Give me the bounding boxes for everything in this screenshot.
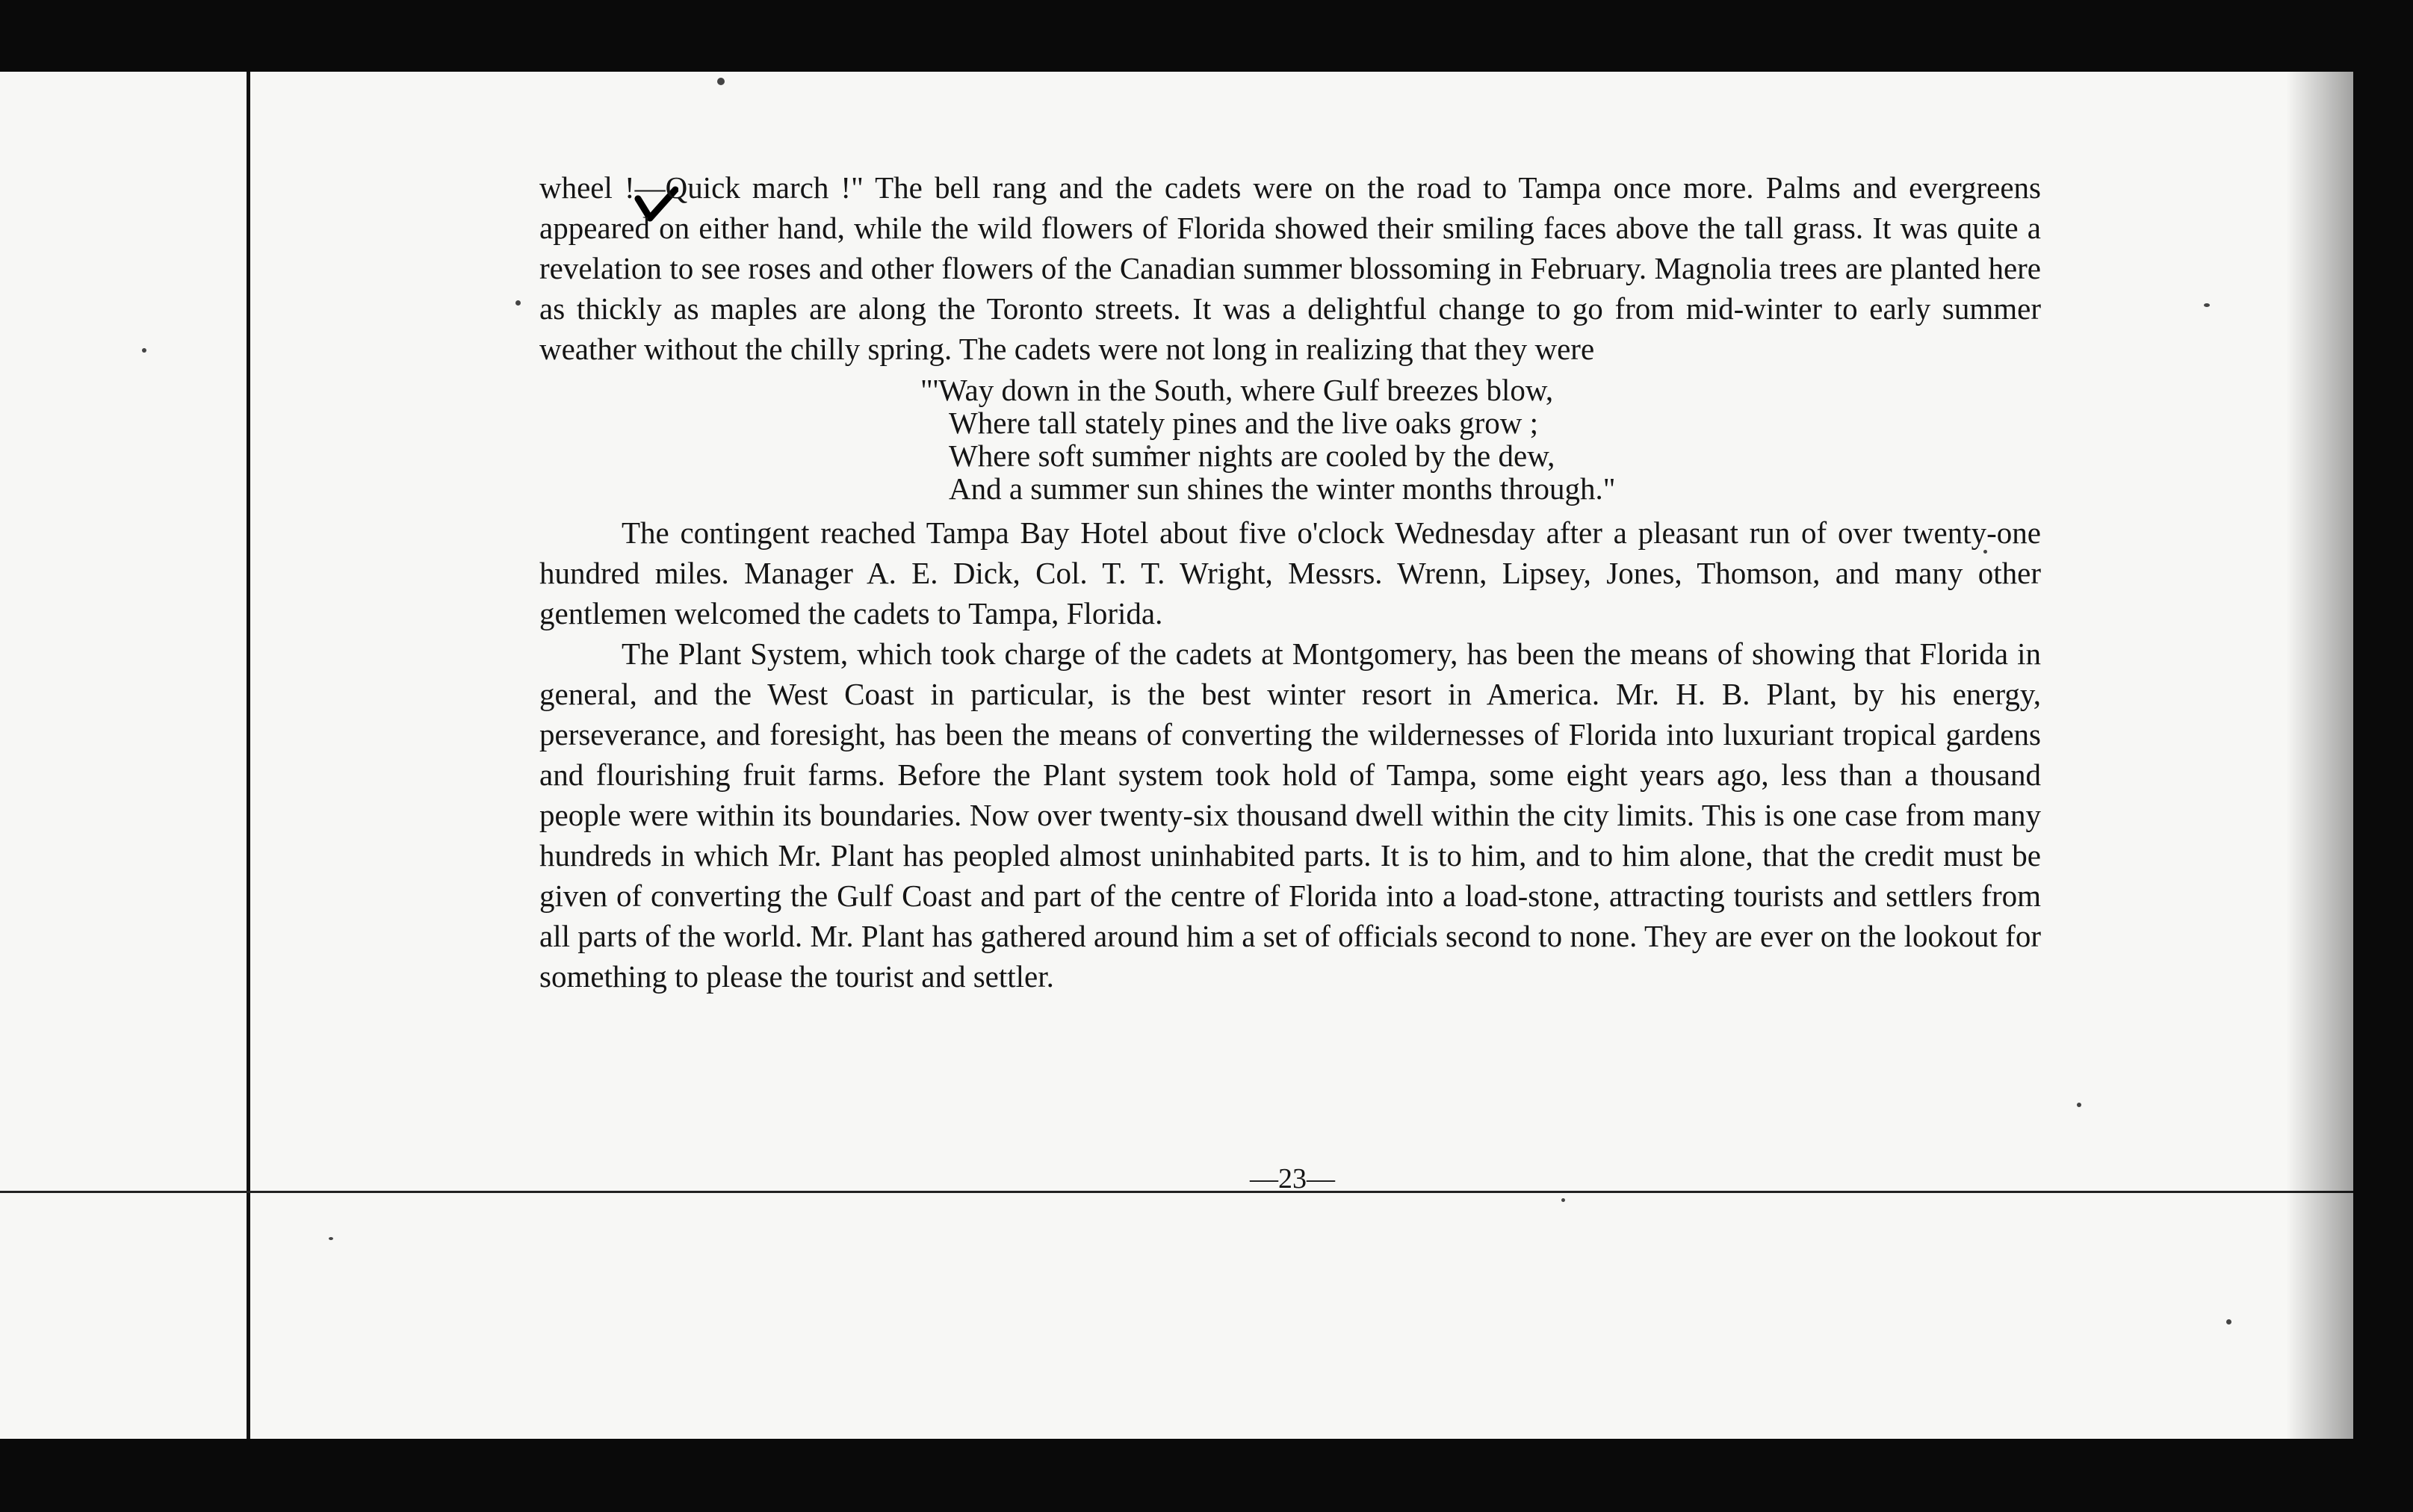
poem-line: Where tall stately pines and the live oaks grow ; [949, 406, 1539, 440]
page-number: —23— [1250, 1163, 1335, 1195]
page-body [539, 167, 2041, 997]
poem-line: And a summer sun shines the winter months through." [949, 471, 1616, 506]
paragraph-3: The Plant System, which took charge of the cadets at Montgomery, has been the means of showing that Florida in general, and the West Coast in particular, is the best winter resort in America. Mr. H. B. Plant, by his energy, perseverance, and foresight, has been the means of converting the wildernesses of Florida into luxuriant tropical gardens and flourishing fruit farms. Before the Plant system took hold of Tampa, some eight years ago, less than a thousand people were within its boundaries. Now over twenty-six thousand dwell within the city limits. This is one case from many hundreds in which Mr. Plant has peopled almost uninhabited parts. It is to him, and to him alone, that the credit must be given of converting the Gulf Coast and part of the centre of Florida into a load-stone, attracting tourists and settlers from all parts of the world. Mr. Plant has gathered around him a set of officials second to none. They are ever on the lookout for something to please the tourist and settler. [539, 636, 2041, 994]
page-shadow [2286, 72, 2353, 1439]
page-bottom-rule [0, 1191, 2353, 1193]
paragraph-2: The contingent reached Tampa Bay Hotel about five o'clock Wednesday after a pleasant run of over twenty-one hundred miles. Manager A. E. Dick, Col. T. T. Wright, Messrs. Wrenn, Lipsey, Jones, Thomson, and many other gentlemen welcomed the cadets to Tampa, Florida. [539, 515, 2041, 630]
scan-edge [2353, 72, 2413, 1439]
poem-line: "'Way down in the South, where Gulf breezes blow, [920, 373, 1554, 407]
poem-quote [920, 374, 2041, 505]
paragraph-1: wheel !—Quick march !" The bell rang and the cadets were on the road to Tampa once more. Palms and evergreens appeared on either hand, while the wild flowers of Florida showed their smiling faces above the tall grass. It was quite a revelation to see roses and other flowers of the Canadian summer blossoming in February. Magnolia trees are planted here as thickly as maples are along the Toronto streets. It was a delightful change to go from mid-winter to early summer weather without the chilly spring. The cadets were not long in realizing that they were [539, 170, 2041, 366]
poem-line: Where soft summer nights are cooled by the dew, [949, 439, 1555, 473]
binding-line [247, 72, 250, 1439]
